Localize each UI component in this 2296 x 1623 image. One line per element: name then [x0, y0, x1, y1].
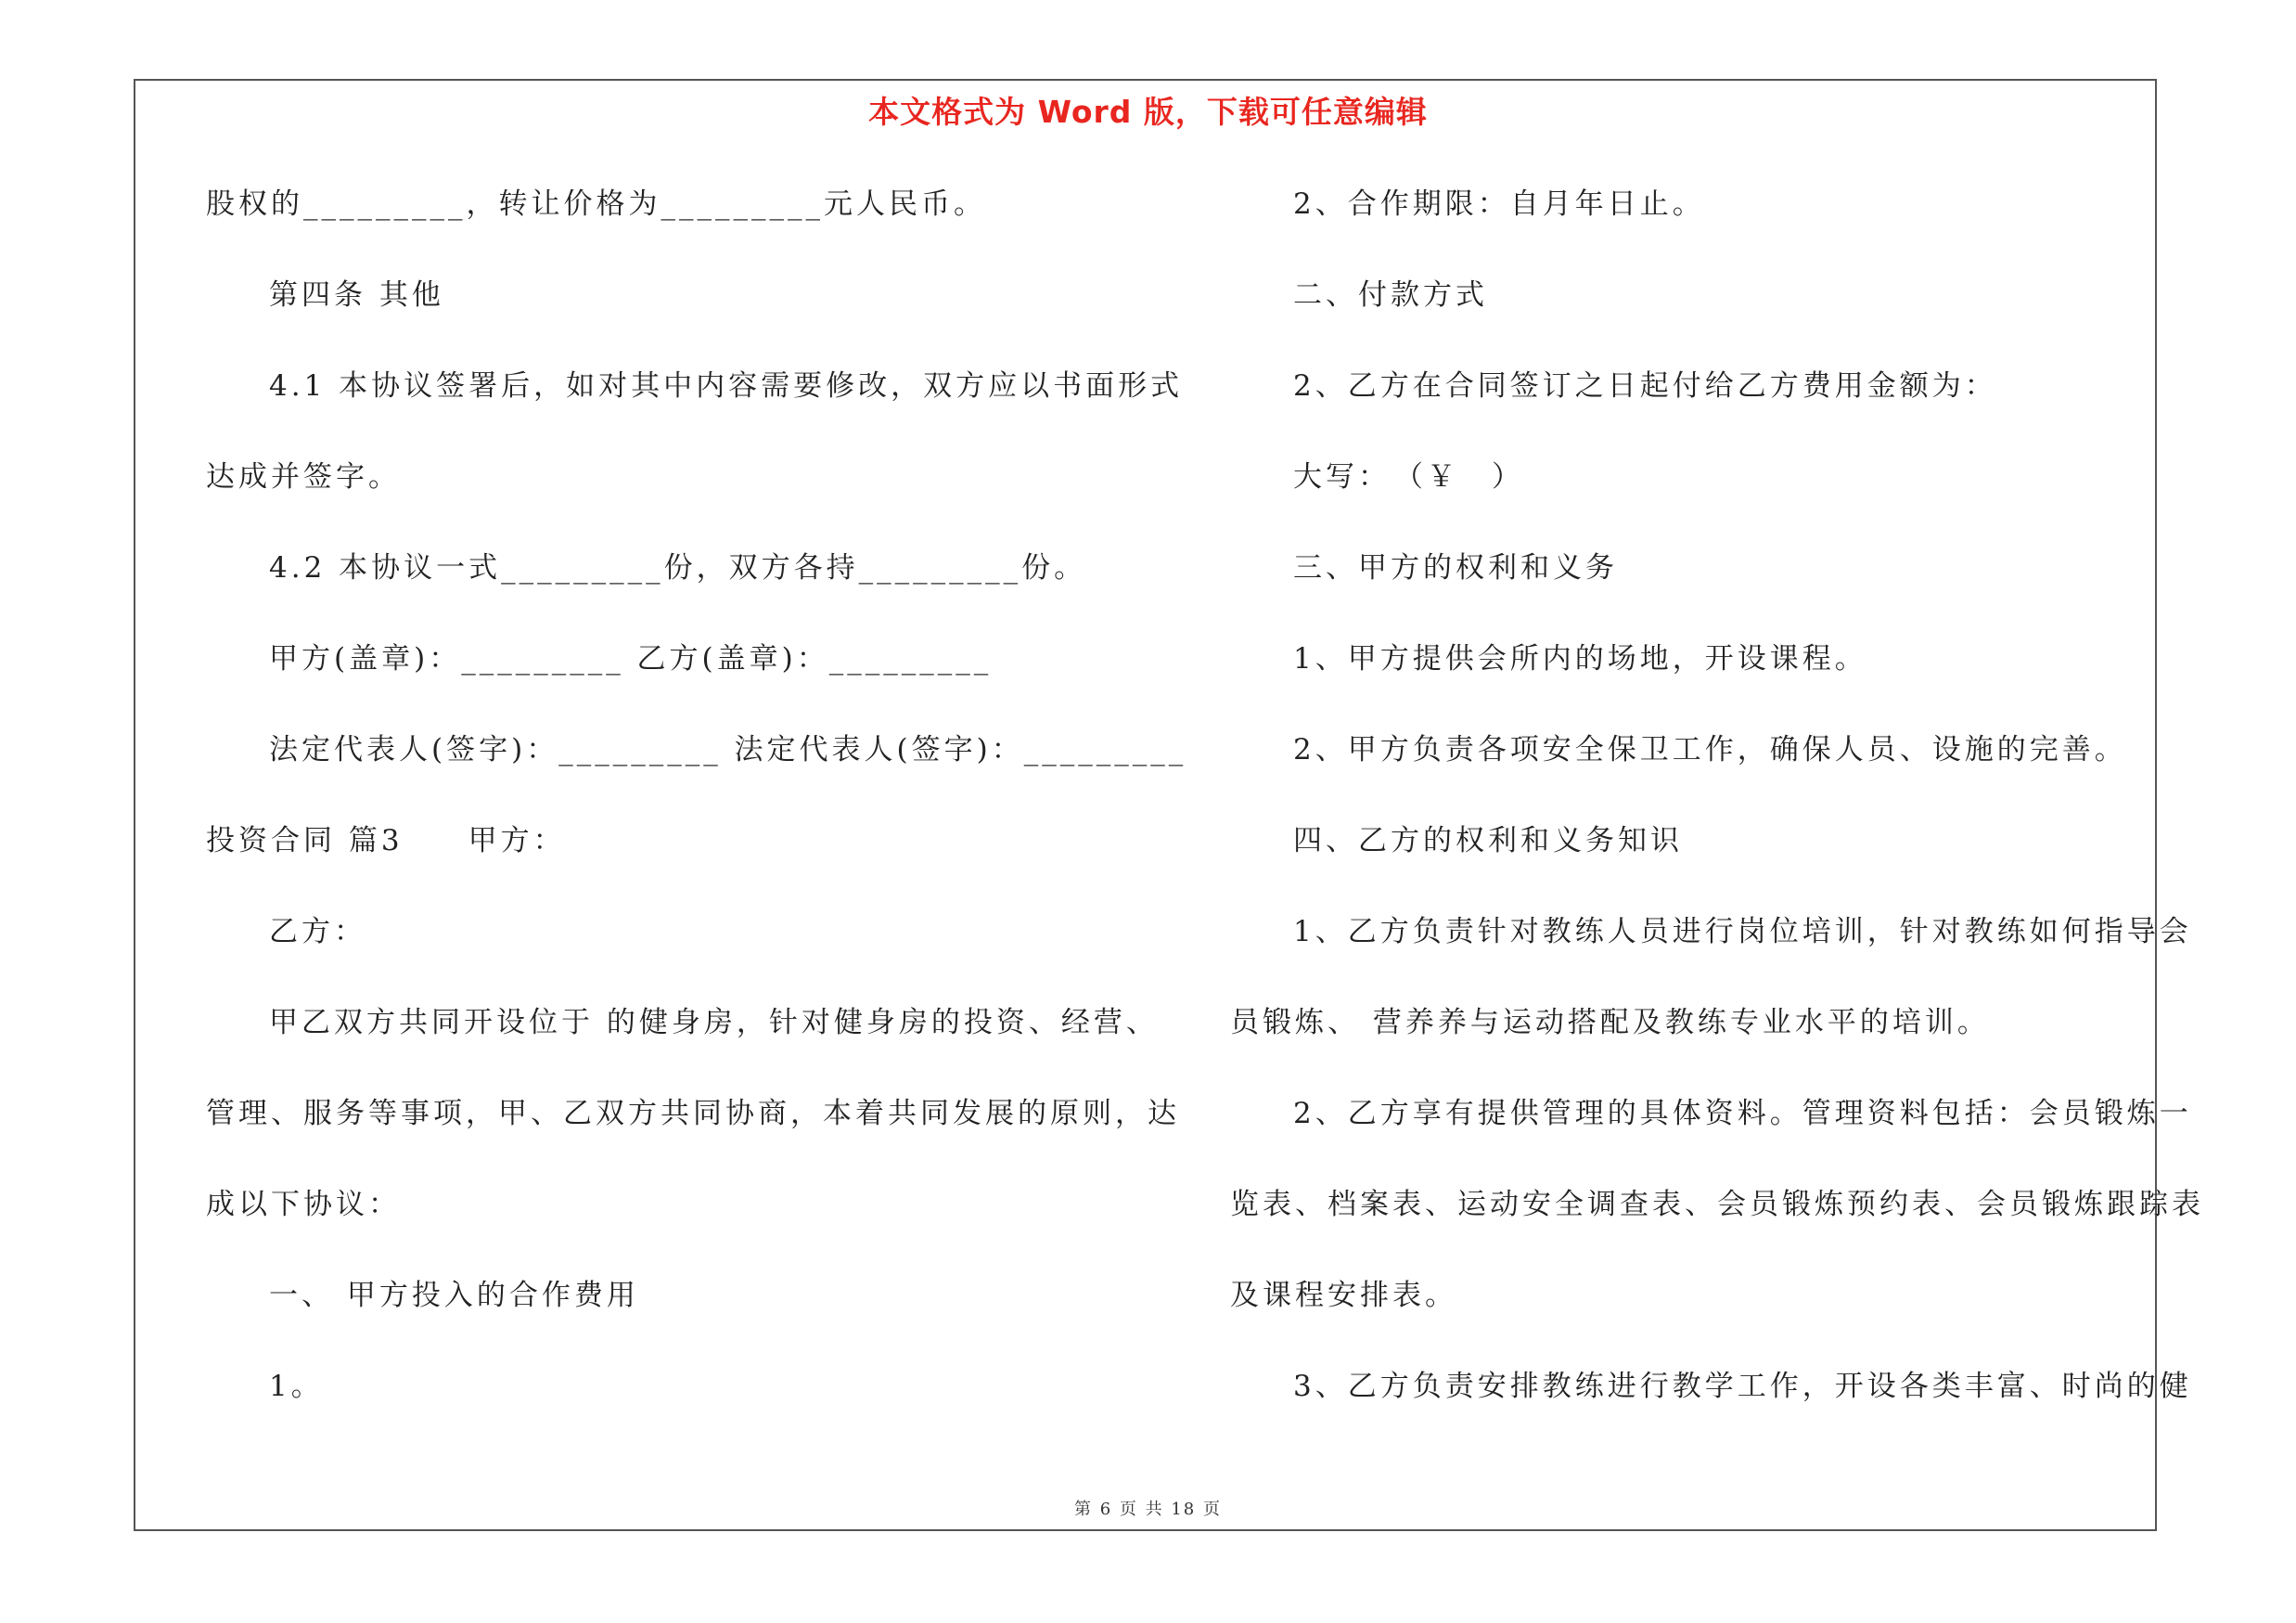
- section-heading: 二、付款方式: [1293, 278, 1488, 312]
- section-heading: 第四条 其他: [269, 278, 444, 312]
- paragraph-line: 1。: [269, 1370, 324, 1403]
- paragraph-line: 甲乙双方共同开设位于 的健身房，针对健身房的投资、经营、: [269, 1006, 1159, 1039]
- paragraph-line: 4.2 本协议一式_________份，双方各持_________份。: [269, 551, 1087, 585]
- section-heading: 三、甲方的权利和义务: [1293, 551, 1618, 585]
- paragraph-line: 员锻炼、 营养养与运动搭配及教练专业水平的培训。: [1230, 1006, 1990, 1039]
- paragraph-line: 2、乙方在合同签订之日起付给乙方费用金额为：: [1293, 369, 1997, 403]
- signature-line: 法定代表人(签字)：_________ 法定代表人(签字)：_________: [269, 733, 1187, 766]
- party-line: 乙方：: [269, 915, 366, 948]
- paragraph-line: 2、甲方负责各项安全保卫工作，确保人员、设施的完善。: [1293, 733, 2127, 766]
- paragraph-line: 大写： （￥ ）: [1293, 460, 1524, 494]
- paragraph-line: 股权的_________，转让价格为_________元人民币。: [206, 187, 986, 221]
- section-heading: 一、 甲方投入的合作费用: [269, 1279, 639, 1312]
- paragraph-line: 及课程安排表。: [1230, 1279, 1457, 1312]
- paragraph-line: 3、乙方负责安排教练进行教学工作，开设各类丰富、时尚的健: [1293, 1370, 2192, 1403]
- section-heading: 四、乙方的权利和义务知识: [1293, 824, 1683, 857]
- paragraph-line: 2、合作期限：自月年日止。: [1293, 187, 1705, 221]
- word-format-banner: 本文格式为 Word 版，下载可任意编辑: [868, 94, 1428, 130]
- paragraph-line: 管理、服务等事项，甲、乙双方共同协商，本着共同发展的原则，达: [206, 1097, 1180, 1130]
- paragraph-line: 成以下协议：: [206, 1188, 401, 1221]
- signature-line: 甲方(盖章)：_________ 乙方(盖章)：_________: [269, 642, 993, 676]
- paragraph-line: 4.1 本协议签署后，如对其中内容需要修改，双方应以书面形式: [269, 369, 1184, 403]
- paragraph-line: 1、乙方负责针对教练人员进行岗位培训，针对教练如何指导会: [1293, 915, 2192, 948]
- paragraph-line: 达成并签字。: [206, 460, 401, 494]
- paragraph-line: 2、乙方享有提供管理的具体资料。管理资料包括：会员锻炼一: [1293, 1097, 2192, 1130]
- contract-title: 投资合同 篇3 甲方：: [206, 824, 566, 857]
- paragraph-line: 览表、档案表、运动安全调查表、会员锻炼预约表、会员锻炼跟踪表: [1230, 1188, 2204, 1221]
- paragraph-line: 1、甲方提供会所内的场地，开设课程。: [1293, 642, 1867, 676]
- page-number: 第 6 页 共 18 页: [1074, 1500, 1222, 1519]
